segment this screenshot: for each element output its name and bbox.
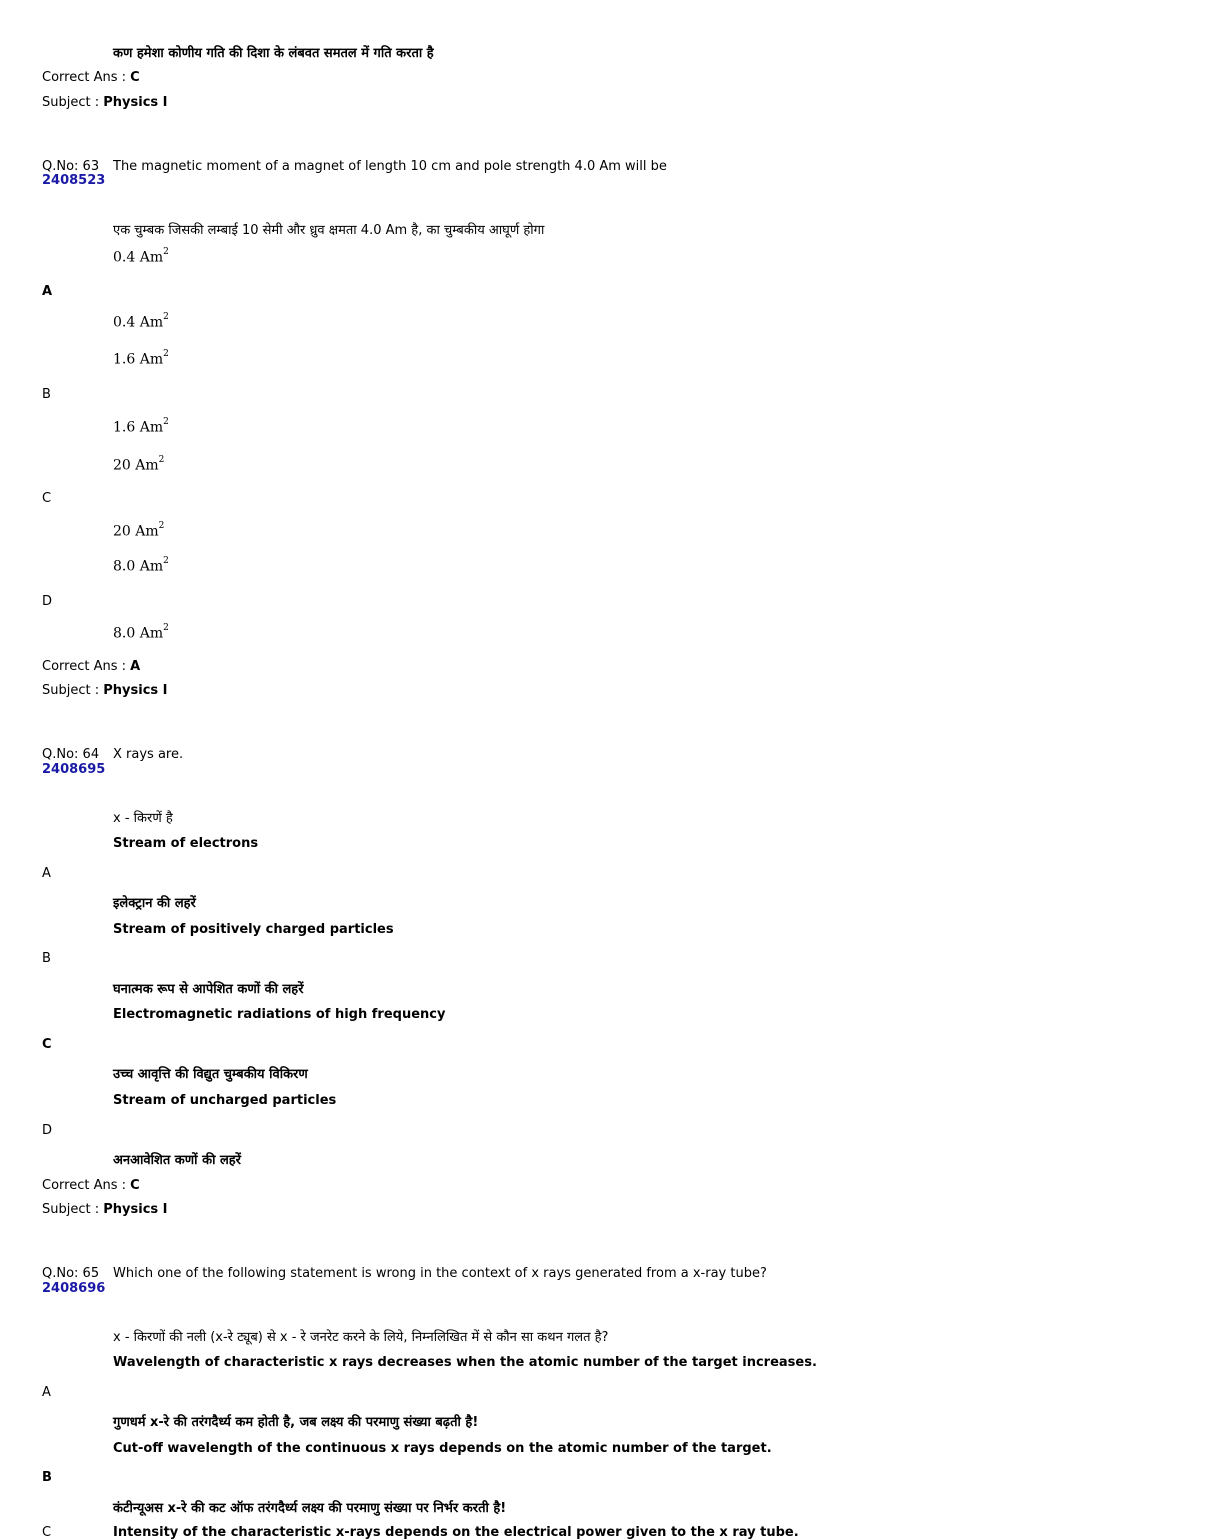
option-b-text: Cut-off wavelength of the continuous x rays depends on the atomic number of the target. [113,1441,772,1456]
question-text: Which one of the following statement is wrong in the context of x rays generated from a x-ray tube? [113,1266,767,1281]
correct-ans-label: Correct Ans : [42,659,126,674]
correct-ans-value: C [130,1178,140,1193]
option-c-text: Electromagnetic radiations of high frequency [113,1007,446,1022]
option-d-text: Stream of uncharged particles [113,1093,337,1108]
option-b-hindi-value: 1.6 Am$^2$ [113,417,169,436]
question-text: X rays are. [113,747,184,762]
question-id: 2408696 [42,1281,106,1296]
question-number: Q.No: 64 [42,747,100,762]
correct-ans-label: Correct Ans : [42,70,126,85]
option-b-hindi-text: कंटीन्यूअस x-रे की कट ऑफ तरंगदैर्ध्य लक्ष्य की परमाणु संख्या पर निर्भर करती है! [113,1501,507,1516]
subject-value: Physics I [103,683,168,698]
option-d-hindi-value: 8.0 Am$^2$ [113,623,169,642]
subject-value: Physics I [103,95,168,110]
question-id: 2408695 [42,762,106,777]
option-c-text: Intensity of the characteristic x-rays depends on the electrical power given to the x ray tube. [113,1525,799,1540]
option-c-letter: C [42,1037,52,1052]
option-a-letter: A [42,866,51,881]
option-c-letter: C [42,1525,52,1540]
option-d-letter: D [42,1123,53,1138]
option-b-hindi-text: घनात्मक रूप से आपेशित कणों की लहरें [113,982,304,997]
option-hindi-text: कण हमेशा कोणीय गति की दिशा के लंबवत समतल में गति करता है [113,46,434,61]
option-c-letter: C [42,491,52,506]
question-hindi-text: x - किरणों की नली (x-रे ट्यूब) से x - रे जनरेट करने के लिये, निम्नलिखित में से कौन सा कथन गलत है? [113,1330,609,1345]
option-a-text: Wavelength of characteristic x rays decreases when the atomic number of the target increases. [113,1355,817,1370]
option-b-letter: B [42,951,51,966]
subject [42,95,168,110]
option-d-value: 8.0 Am$^2$ [113,556,169,575]
subject-label: Subject : [42,683,100,698]
option-a-value: 0.4 Am$^2$ [113,247,169,266]
question-number: Q.No: 63 [42,159,100,174]
option-a-hindi-value: 0.4 Am$^2$ [113,312,169,331]
option-b-letter: B [42,1470,52,1485]
option-b-letter: B [42,387,51,402]
subject [42,683,168,698]
subject-label: Subject : [42,95,100,110]
question-id: 2408523 [42,173,106,188]
question-hindi-text: एक चुम्बक जिसकी लम्बाई 10 सेमी और ध्रुव क्षमता 4.0 Am है, का चुम्बकीय आघूर्ण होगा [113,223,545,238]
option-c-value: 20 Am$^2$ [113,455,165,474]
option-a-text: Stream of electrons [113,836,259,851]
option-a-hindi-text: इलेक्ट्रान की लहरें [113,896,196,911]
question-hindi-text: x - किरणें है [113,811,173,826]
correct-ans-value: C [130,70,140,85]
option-d-letter: D [42,594,53,609]
option-c-hindi-value: 20 Am$^2$ [113,521,165,540]
option-c-hindi-text: उच्च आवृत्ति की विद्युत चुम्बकीय विकिरण [113,1067,308,1082]
correct-ans-value: A [130,659,141,674]
correct-ans-label: Correct Ans : [42,1178,126,1193]
subject-value: Physics I [103,1202,168,1217]
question-number: Q.No: 65 [42,1266,100,1281]
correct-answer [42,70,140,85]
option-a-letter: A [42,1385,51,1400]
option-b-text: Stream of positively charged particles [113,922,394,937]
option-d-hindi-text: अनआवेशित कणों की लहरें [113,1153,241,1168]
option-b-value: 1.6 Am$^2$ [113,349,169,368]
subject [42,1202,168,1217]
correct-answer [42,659,140,674]
correct-answer [42,1178,140,1193]
option-a-letter: A [42,284,53,299]
subject-label: Subject : [42,1202,100,1217]
question-text: The magnetic moment of a magnet of length 10 cm and pole strength 4.0 Am will be [113,159,667,174]
option-a-hindi-text: गुणधर्म x-रे की तरंगदैर्ध्य कम होती है, जब लक्ष्य की परमाणु संख्या बढ़ती है! [113,1415,479,1430]
